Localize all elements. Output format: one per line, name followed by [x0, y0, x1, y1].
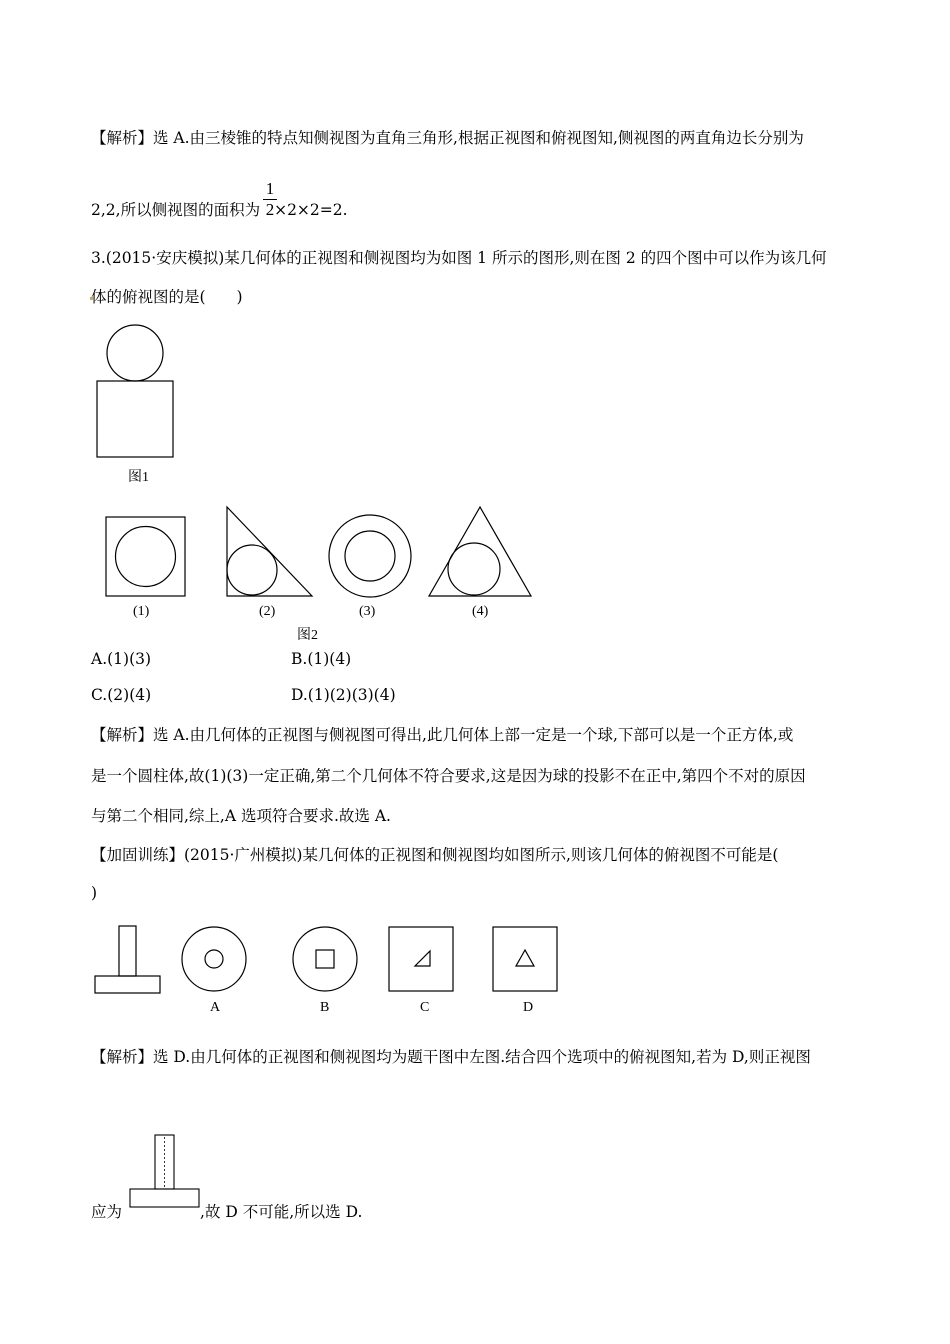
figure-2-caption: 图2 [297, 628, 318, 643]
fig2-2-circle [227, 545, 277, 595]
option-c-right-triangle [415, 951, 430, 966]
reinforce-option-label-c: C [420, 1000, 430, 1015]
reinforce-front-base [95, 976, 160, 993]
figure-2-label-2: (2) [259, 604, 276, 619]
figure-1-front-view [90, 318, 190, 463]
q2-analysis-suffix: ×2×2=2. [274, 201, 348, 219]
reinforce-analysis-line2 [91, 1200, 362, 1222]
fig2-3-outer-circle [329, 515, 411, 597]
option-a-outer-circle [182, 927, 246, 991]
option-c: C.(2)(4) [91, 686, 152, 704]
reinforce-stem-line2: ) [91, 884, 98, 902]
figure-1-caption: 图1 [128, 470, 149, 485]
option-a: A.(1)(3) [91, 650, 152, 668]
option-d-square [493, 927, 557, 991]
reinforce-option-label-b: B [320, 1000, 330, 1015]
q3-analysis-line1: 【解析】选 A.由几何体的正视图与侧视图可得出,此几何体上部一定是一个球,下部可以是一个正方体,或 [91, 726, 794, 744]
option-b-circle [293, 927, 357, 991]
reinforce-analysis-prefix: 应为 [91, 1203, 123, 1221]
q3-stem-line2: 体的俯视图的是( ) [91, 288, 243, 306]
reinforce-analysis-line1: 【解析】选 D.由几何体的正视图和侧视图均为题干图中左图.结合四个选项中的俯视图知,若为 D,则正视图 [91, 1048, 811, 1066]
figure-2-label-4: (4) [472, 604, 489, 619]
fraction-denominator: 2 [265, 200, 275, 219]
fig1-sphere-circle [107, 325, 163, 381]
q2-analysis-line2 [91, 198, 348, 220]
option-a-inner-circle [205, 950, 223, 968]
reinforce-stem-line1: 【加固训练】(2015·广州模拟)某几何体的正视图和侧视图均如图所示,则该几何体的俯视图不可能是( [91, 846, 779, 864]
fig2-4-circle [448, 543, 500, 595]
reinforce-analysis-suffix: ,故 D 不可能,所以选 D. [200, 1203, 363, 1221]
figure-2-label-1: (1) [133, 604, 150, 619]
fig2-4-triangle [429, 507, 531, 596]
option-d-triangle [516, 950, 534, 966]
fraction-numerator: 1 [265, 179, 275, 198]
option-d: D.(1)(2)(3)(4) [291, 686, 396, 704]
q2-analysis-line1: 【解析】选 A.由三棱锥的特点知侧视图为直角三角形,根据正视图和俯视图知,侧视图的两直角边长分别为 [91, 129, 804, 147]
q3-stem-line1: 3.(2015·安庆模拟)某几何体的正视图和侧视图均为如图 1 所示的图形,则在图 2 的四个图中可以作为该几何 [91, 249, 827, 267]
figure-2-label-3: (3) [359, 604, 376, 619]
reinforce-front-stem [119, 926, 136, 976]
q3-analysis-line3: 与第二个相同,综上,A 选项符合要求.故选 A. [91, 807, 391, 825]
option-b-inner-square [316, 950, 334, 968]
reinforce-figures [90, 920, 570, 1000]
q3-analysis-line2: 是一个圆柱体,故(1)(3)一定正确,第二个几何体不符合要求,这是因为球的投影不在正中,第四个不对的原因 [91, 767, 806, 785]
option-b: B.(1)(4) [291, 650, 352, 668]
fig2-1-circle [116, 527, 176, 587]
option-c-square [389, 927, 453, 991]
fig2-1-square [106, 517, 185, 596]
fraction-one-half [263, 180, 277, 219]
fig1-cube-square [97, 381, 173, 457]
figure-2-top-views [100, 505, 540, 600]
reinforce-option-label-a: A [210, 1000, 221, 1015]
q2-analysis-prefix: 2,2,所以侧视图的面积为 [91, 201, 261, 219]
fig2-3-inner-circle [345, 531, 395, 581]
reinforce-option-label-d: D [523, 1000, 534, 1015]
